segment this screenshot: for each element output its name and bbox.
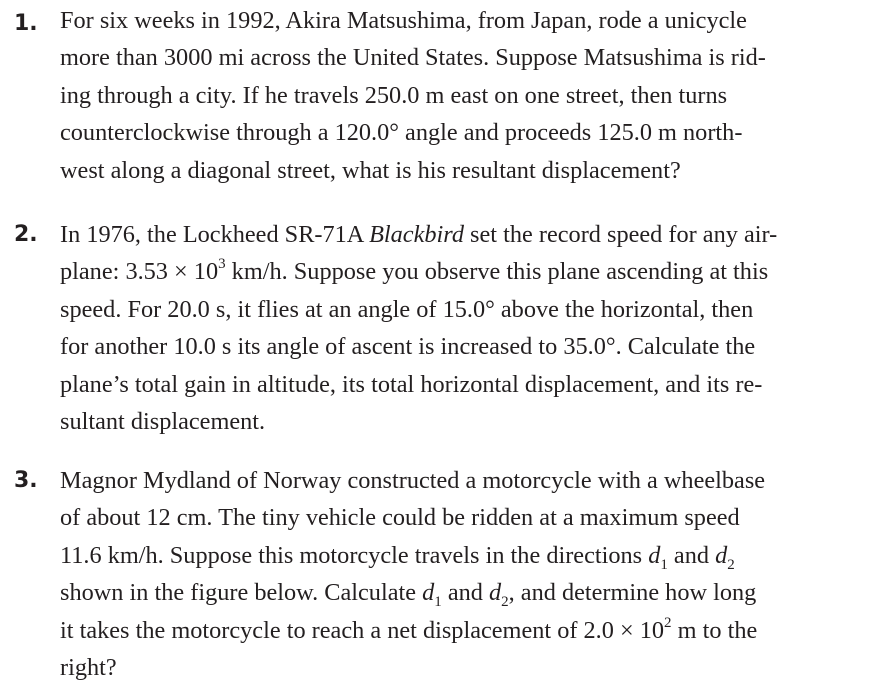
text-line — [60, 216, 890, 253]
text-line: right? — [60, 654, 117, 682]
text-line: sultant displacement. — [60, 408, 266, 436]
problem-number: 2. — [14, 222, 38, 247]
subscript: 2 — [501, 594, 509, 611]
text-line — [60, 537, 890, 574]
text-segment: 11.6 km/h. Suppose this motorcycle travels in the directions — [60, 541, 649, 569]
text-segment: it takes the motorcycle to reach a net displacement of 2.0 × 10 — [60, 616, 665, 644]
problem-text — [60, 462, 890, 686]
text-segment: and — [667, 541, 716, 569]
text-line — [60, 253, 890, 290]
text-line: more than 3000 mi across the United States. Suppose Matsushima is rid- — [60, 44, 766, 72]
text-line: ing through a city. If he travels 250.0 m east on one street, then turns — [60, 81, 728, 109]
text-line — [60, 612, 890, 649]
problem-number: 1. — [14, 11, 38, 36]
text-line: of about 12 cm. The tiny vehicle could be ridden at a maximum speed — [60, 504, 740, 532]
text-segment: m to the — [671, 616, 758, 644]
text-segment: and — [441, 579, 489, 607]
text-segment: set the record speed for any air- — [463, 221, 778, 248]
problem-text — [60, 216, 890, 440]
text-line: For six weeks in 1992, Akira Matsushima, from Japan, rode a unicycle — [60, 7, 747, 34]
text-line: plane’s total gain in altitude, its total horizontal displacement, and its re- — [60, 370, 763, 398]
text-line: Magnor Mydland of Norway constructed a motorcycle with a wheelbase — [60, 467, 766, 494]
text-line: for another 10.0 s its angle of ascent is increased to 35.0°. Calculate the — [60, 333, 756, 361]
text-segment: shown in the figure below. Calculate — [60, 579, 423, 607]
aircraft-name: Blackbird — [369, 221, 464, 248]
exponent: 2 — [664, 614, 672, 631]
text-line — [60, 574, 890, 611]
text-segment: , and determine how long — [508, 579, 757, 607]
text-segment: km/h. Suppose you observe this plane ascending at this — [225, 258, 769, 286]
variable-d: d — [648, 541, 661, 569]
variable-d: d — [715, 541, 728, 569]
subscript: 1 — [660, 556, 668, 573]
subscript: 2 — [727, 556, 735, 573]
problem-number: 3. — [14, 468, 38, 493]
text-line: west along a diagonal street, what is his resultant displacement? — [60, 156, 681, 184]
variable-d: d — [422, 579, 435, 607]
text-segment: In 1976, the Lockheed SR-71A — [60, 221, 370, 248]
text-line: counterclockwise through a 120.0° angle and proceeds 125.0 m north- — [60, 119, 743, 147]
subscript: 1 — [434, 594, 442, 611]
variable-d: d — [489, 579, 502, 607]
text-line: speed. For 20.0 s, it flies at an angle of 15.0° above the horizontal, then — [60, 295, 754, 323]
text-segment: plane: 3.53 × 10 — [60, 258, 219, 286]
problem-text — [60, 2, 890, 189]
exponent: 3 — [218, 256, 226, 273]
